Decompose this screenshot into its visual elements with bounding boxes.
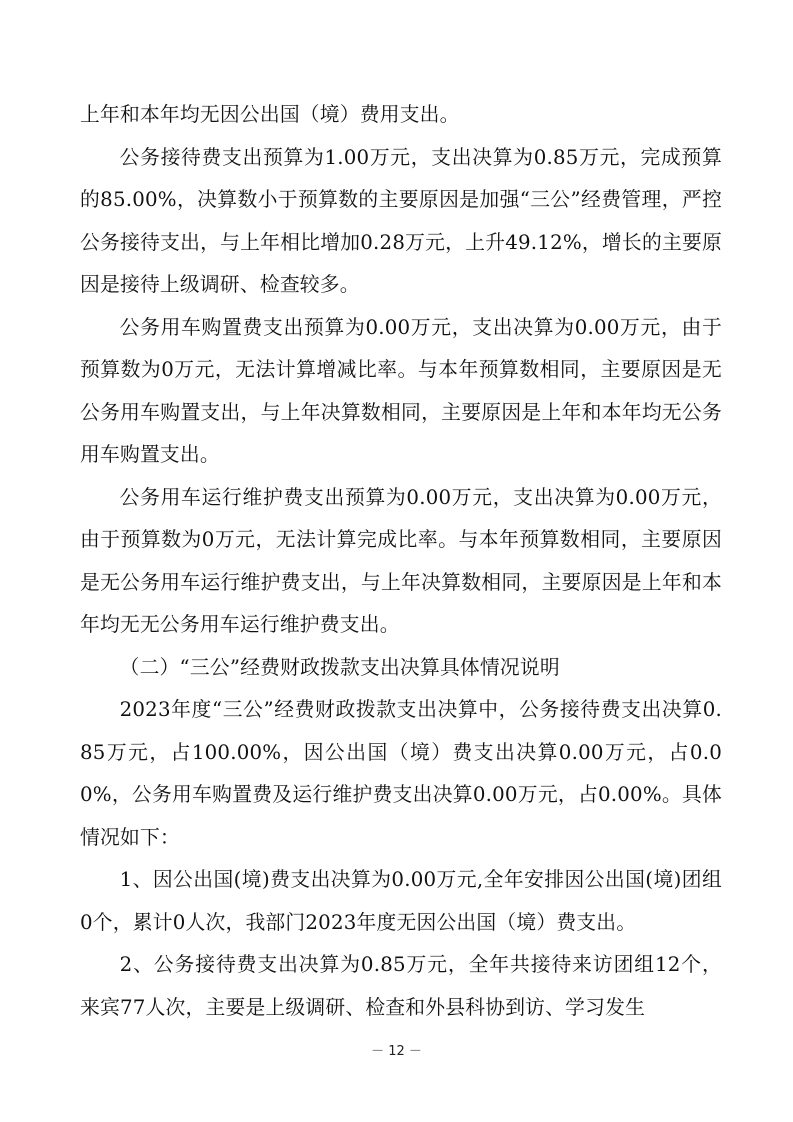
document-body bbox=[80, 94, 722, 1029]
list-item-outbound-travel: 1、因公出国(境)费支出决算为0.00万元,全年安排因公出国(境)团组0个，累计0人次，我部门2023年度无因公出国（境）费支出。 bbox=[80, 868, 722, 934]
paragraph-vehicle-maintenance: 公务用车运行维护费支出预算为0.00万元，支出决算为0.00万元，由于预算数为0万元，无法计算完成比率。与本年预算数相同，主要原因是无公务用车运行维护费支出，与上年决算数相同，主要原因是上年和本年均无无公务用车运行维护费支出。 bbox=[80, 485, 722, 636]
paragraph-outbound-travel-conclusion: 上年和本年均无因公出国（境）费用支出。 bbox=[80, 103, 460, 126]
section-heading-three-public-expenses: （二）“三公”经费财政拨款支出决算具体情况说明 bbox=[119, 655, 560, 679]
paragraph-reception-expense: 公务接待费支出预算为1.00万元，支出决算为0.85万元，完成预算的85.00%，决算数小于预算数的主要原因是加强“三公”经费管理，严控公务接待支出，与上年相比增加0.28万元，上升49.12%，增长的主要原因是接待上级调研、检查较多。 bbox=[80, 145, 722, 296]
page-number: － 12 － bbox=[371, 1044, 422, 1059]
list-item-reception: 2、公务接待费支出决算为0.85万元，全年共接待来访团组12个，来宾77人次，主要是上级调研、检查和外县科协到访、学习发生 bbox=[80, 953, 722, 1019]
paragraph-2023-summary: 2023年度“三公”经费财政拨款支出决算中，公务接待费支出决算0.85万元，占100.00%，因公出国（境）费支出决算0.00万元，占0.00%，公务用车购置费及运行维护费支出决算0.00万元，占0.00%。具体情况如下： bbox=[80, 698, 722, 849]
paragraph-vehicle-purchase: 公务用车购置费支出预算为0.00万元，支出决算为0.00万元，由于预算数为0万元，无法计算增减比率。与本年预算数相同，主要原因是无公务用车购置支出，与上年决算数相同，主要原因是上年和本年均无公务用车购置支出。 bbox=[80, 315, 722, 466]
